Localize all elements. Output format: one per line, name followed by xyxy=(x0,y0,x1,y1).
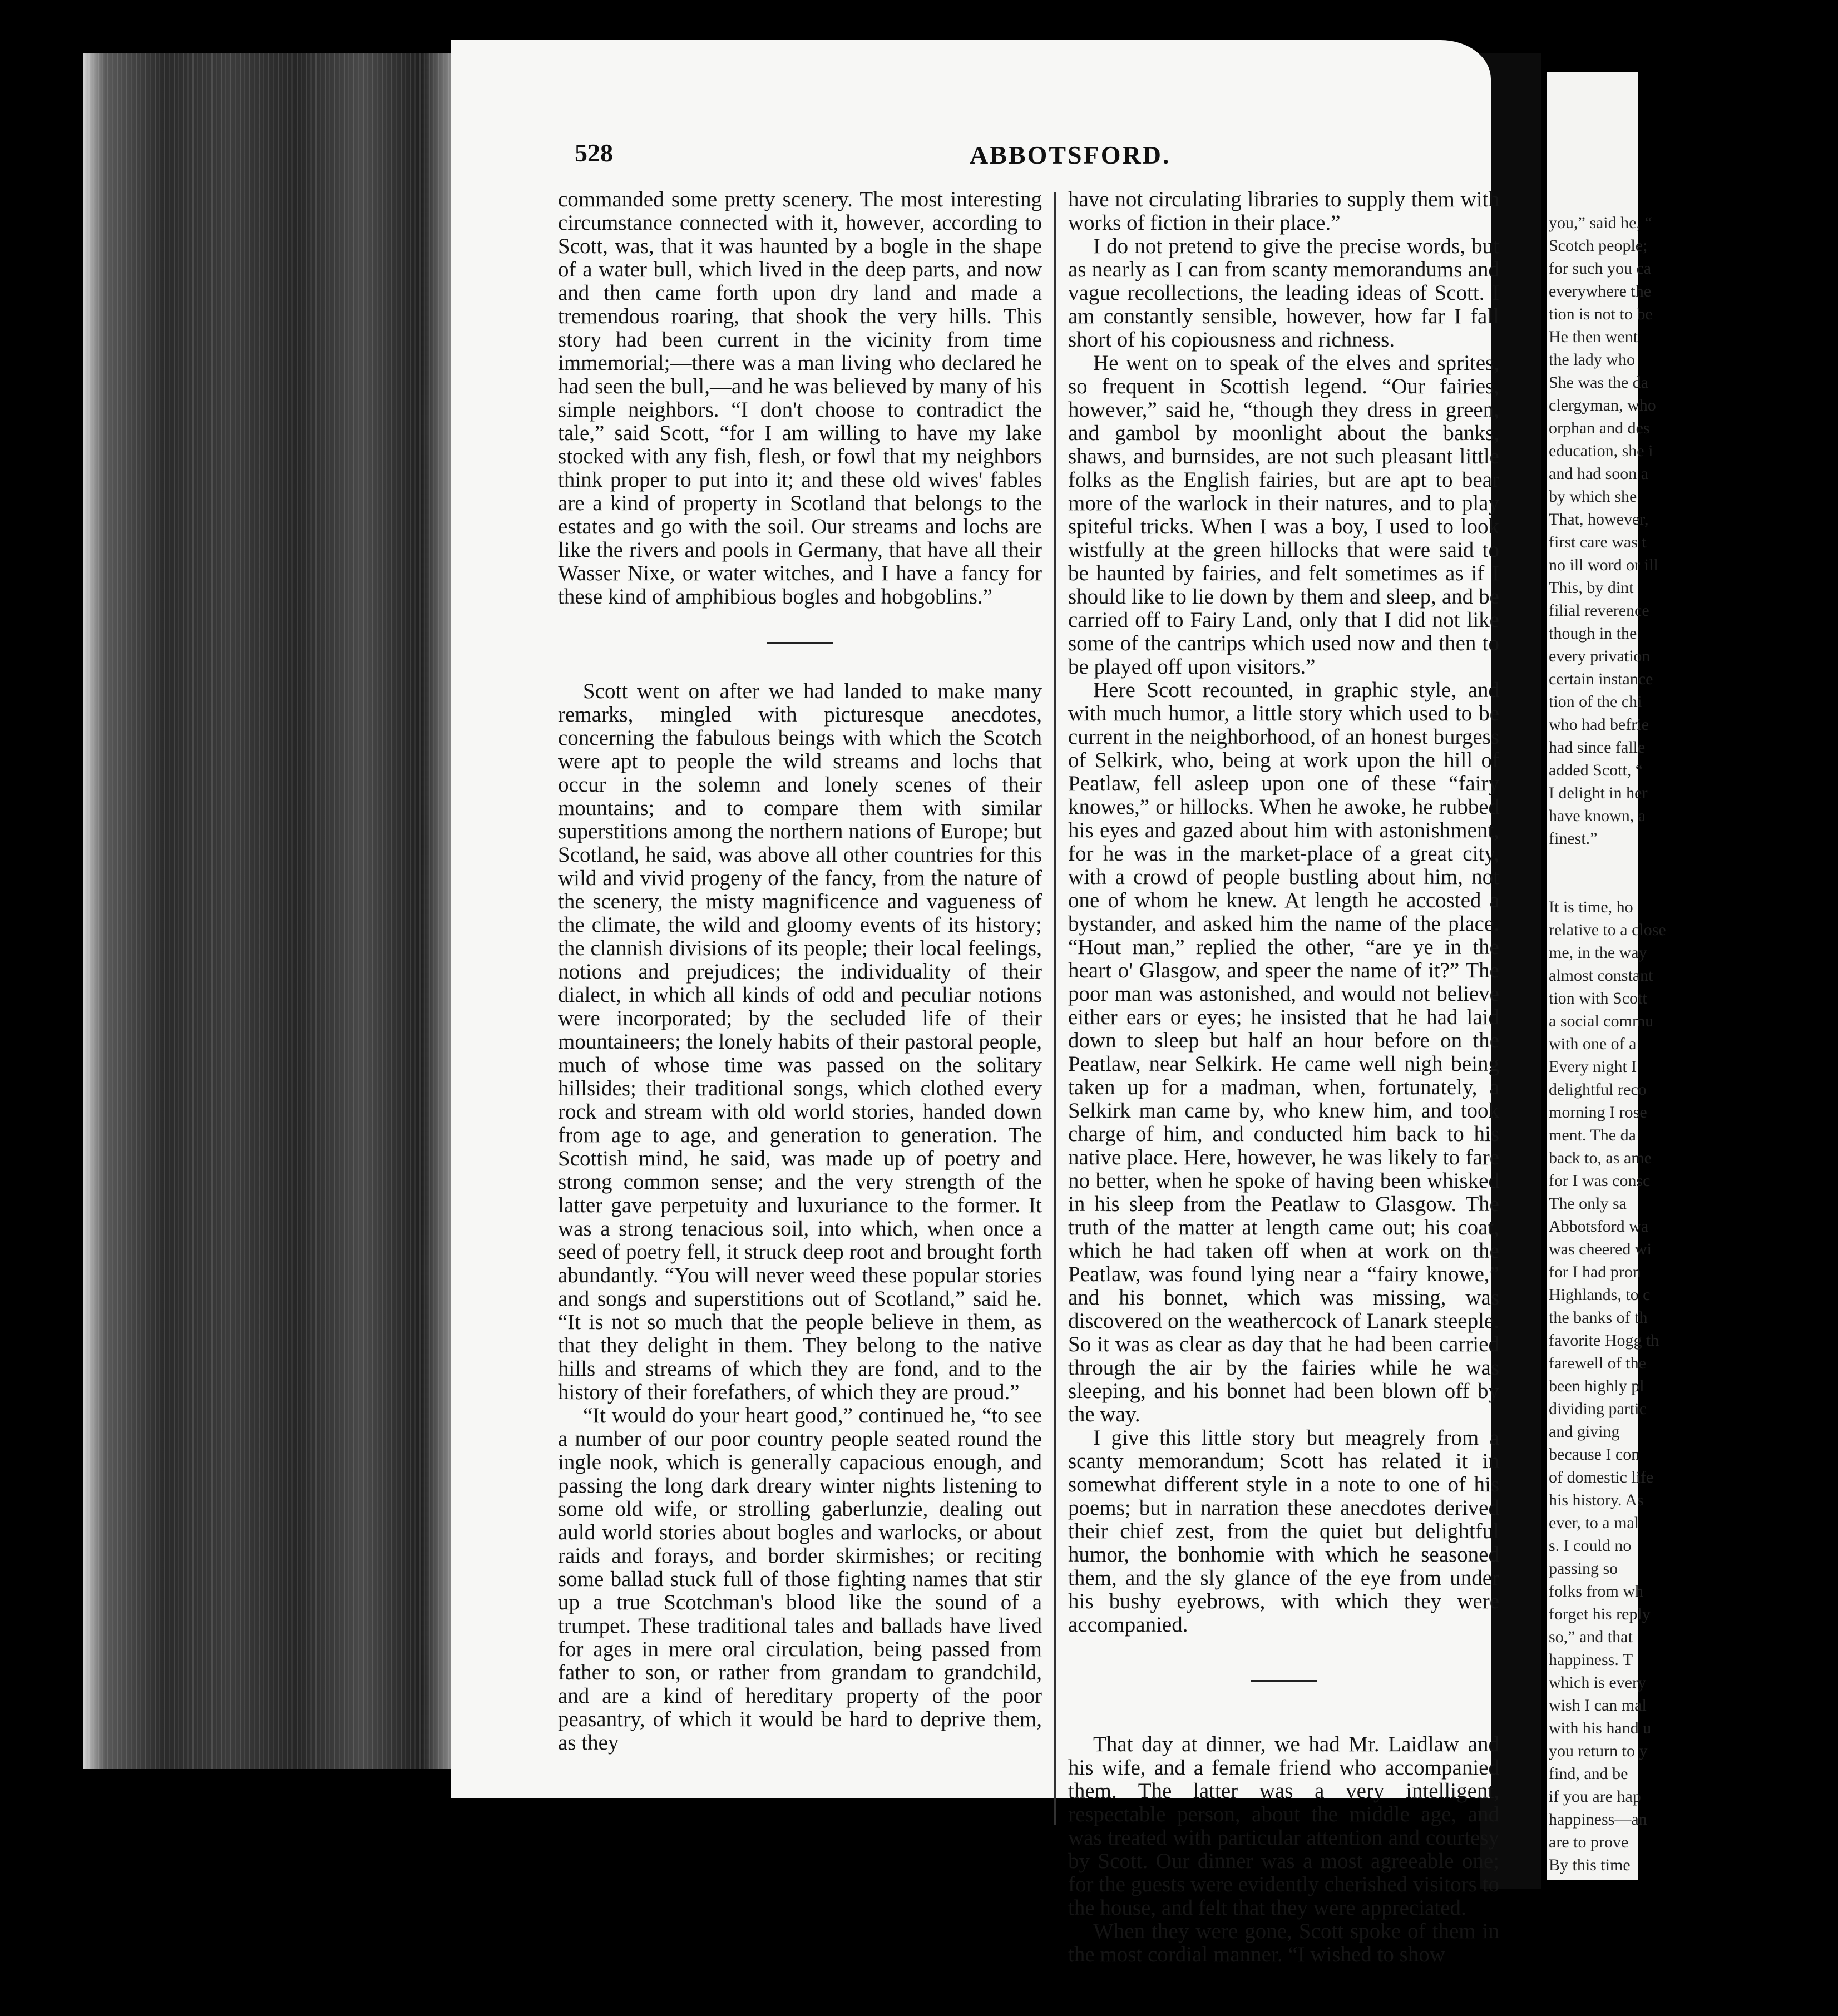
adjacent-page-line: was cheered wi xyxy=(1549,1240,1652,1258)
paragraph: Here Scott recounted, in graphic style, and with much humor, a little story which used to be current in the neighborhood, of an honest burgess of Selkirk, who, being at work upon the hill of Peatlaw, fell asleep upon one of these “fairy knowes,” or hillocks. When he awoke, he rubbed his eyes and gazed about him with astonishment, for he was in the market-place of a great city, with a crowd of people bustling about him, not one of whom he knew. At length he accosted a bystander, and asked him the name of the place. “Hout man,” replied the other, “are ye in the heart o' Glasgow, and speer the name of it?” The poor man was astonished, and would not believe either ears or eyes; he insisted that he had laid down to sleep but half an hour before on the Peatlaw, near Selkirk. He came well nigh being taken up for a madman, when, fortunately, a Selkirk man came by, who knew him, and took charge of him, and conducted him back to his native place. Here, however, he was likely to fare no better, when he spoke of having been whisked in his sleep from the Peatlaw to Glasgow. The truth of the matter at length came out; his coat, which he had taken off when at work on the Peatlaw, was found lying near a “fairy knowe,” and his bonnet, which was missing, was discovered on the weathercock of Lanark steeple. So it was as clear as day that he had been carried through the air by the fairies while he was sleeping, and his bonnet had been blown off by the way. xyxy=(1068,678,1499,1426)
adjacent-page-line: ment. The da xyxy=(1549,1126,1636,1144)
adjacent-page-line: wish I can mal xyxy=(1549,1696,1647,1714)
adjacent-page-line: passing so xyxy=(1549,1559,1618,1578)
adjacent-page-line: The only sa xyxy=(1549,1194,1627,1213)
section-divider xyxy=(767,642,833,644)
adjacent-page-line: are to prove xyxy=(1549,1833,1629,1851)
right-column xyxy=(1068,188,1499,1966)
adjacent-page-line: clergyman, who xyxy=(1549,396,1656,414)
adjacent-page-line: She was the da xyxy=(1549,373,1649,392)
adjacent-page-line: orphan and des xyxy=(1549,419,1650,437)
adjacent-page-line: though in the xyxy=(1549,624,1637,643)
adjacent-page-line: first care was t xyxy=(1549,533,1647,551)
adjacent-page-line: for I had pron xyxy=(1549,1263,1641,1281)
adjacent-page-line: find, and be xyxy=(1549,1765,1628,1783)
adjacent-page-line: tion is not to be xyxy=(1549,305,1653,323)
adjacent-page-line: certain instance xyxy=(1549,670,1653,688)
adjacent-page-line: almost constant xyxy=(1549,966,1653,985)
adjacent-page-line: Scotch people; xyxy=(1549,236,1648,255)
adjacent-page-line: have known, a xyxy=(1549,807,1646,825)
adjacent-page-line: had since falle xyxy=(1549,738,1646,757)
paragraph: Scott went on after we had landed to make many remarks, mingled with picturesque anecdotes, concerning the fabulous beings with which the Scotch were apt to people the wild streams and lochs that occur in the solemn and lonely scenes of their mountains; and to compare them with similar superstitions among the northern nations of Europe; but Scotland, he said, was above all other countries for this wild and vivid progeny of the fancy, from the nature of the scenery, the misty magnificence and vagueness of the climate, the wild and gloomy events of its history; the clannish divisions of its people; their local feelings, notions and prejudices; the individuality of their dialect, in which all kinds of odd and peculiar notions were incorporated; by the secluded life of their mountaineers; the lonely habits of their pastoral people, much of whose time was passed on the solitary hillsides; their traditional songs, which clothed every rock and stream with old world stories, handed down from age to age, and generation to generation. The Scottish mind, he said, was made up of poetry and strong common sense; and the very strength of the latter gave perpetuity and luxuriance to the former. It was a strong tenacious soil, into which, when once a seed of poetry fell, it struck deep root and brought forth abundantly. “You will never weed these popular stories and songs and superstitions out of Scotland,” said he. “It is not so much that the people believe in them, as that they delight in them. They belong to the native hills and streams of which they are fond, and to the history of their forefathers, of which they are proud.” xyxy=(558,679,1042,1404)
paragraph: commanded some pretty scenery. The most interesting circumstance connected with it, however, according to Scott, was, that it was haunted by a bogle in the shape of a water bull, which lived in the deep parts, and now and then came forth upon dry land and made a tremendous roaring, that shook the very hills. This story had been current in the vicinity from time immemorial;—there was a man living who declared he had seen the bull,—and he was believed by many of his simple neighbors. “I don't choose to contradict the tale,” said Scott, “for I am willing to have my lake stocked with any fish, flesh, or fowl that my neighbors think proper to put into it; and these old wives' fables are a kind of property in Scotland that belongs to the estates and go with the soil. Our streams and lochs are like the rivers and pools in Germany, that have all their Wasser Nixe, or water witches, and I have a fancy for these kind of amphibious bogles and hobgoblins.” xyxy=(558,187,1042,609)
adjacent-page-line: I delight in her xyxy=(1549,784,1648,802)
adjacent-page-line: tion with Scott xyxy=(1549,989,1647,1007)
adjacent-page-line: with his hand u xyxy=(1549,1719,1652,1737)
adjacent-page-line: because I con xyxy=(1549,1445,1640,1464)
adjacent-page-line: This, by dint xyxy=(1549,579,1634,597)
paragraph: I give this little story but meagrely from a scanty memorandum; Scott has related it in somewhat different style in a note to one of his poems; but in narration these anecdotes derived their chief zest, from the quiet but delightful humor, the bonhomie with which he seasoned them, and the sly glance of the eye from under his bushy eyebrows, with which they were accompanied. xyxy=(1068,1426,1499,1637)
paragraph: I do not pretend to give the precise words, but as nearly as I can from scanty memorandums and vague recollections, the leading ideas of Scott. I am constantly sensible, however, how far I fall short of his copiousness and richness. xyxy=(1068,234,1499,352)
adjacent-page-line: every privation xyxy=(1549,647,1651,665)
adjacent-page-line: That, however, xyxy=(1549,510,1649,528)
adjacent-page-line: added Scott, “ xyxy=(1549,761,1643,779)
adjacent-page-line: you return to y xyxy=(1549,1742,1648,1760)
adjacent-page-line: the banks of th xyxy=(1549,1308,1648,1327)
adjacent-page-line: by which she xyxy=(1549,487,1637,506)
adjacent-page-line: happiness. T xyxy=(1549,1651,1633,1669)
paragraph: When they were gone, Scott spoke of them in the most cordial manner. “I wished to show xyxy=(1068,1919,1499,1966)
adjacent-page-line: happiness—an xyxy=(1549,1810,1647,1829)
adjacent-page-line: everywhere the xyxy=(1549,282,1652,300)
column-rule xyxy=(1054,192,1056,1825)
adjacent-page-line: of domestic life xyxy=(1549,1468,1654,1486)
adjacent-page-line: you,” said he, “ xyxy=(1549,214,1652,232)
running-head xyxy=(0,138,1638,171)
adjacent-page-line: delightful reco xyxy=(1549,1080,1647,1099)
adjacent-page-line: Highlands, to c xyxy=(1549,1286,1651,1304)
adjacent-page-line: It is time, ho xyxy=(1549,898,1633,916)
adjacent-page-line: which is every xyxy=(1549,1673,1646,1692)
page-number: 528 xyxy=(575,139,613,167)
adjacent-page-line: finest.” xyxy=(1549,829,1598,848)
adjacent-page-line: and had soon a xyxy=(1549,465,1649,483)
adjacent-page-line: s. I could no xyxy=(1549,1536,1632,1555)
adjacent-page-line: He then went xyxy=(1549,328,1638,346)
paragraph: have not circulating libraries to supply them with works of fiction in their place.” xyxy=(1068,187,1499,235)
left-column xyxy=(558,188,1042,1755)
adjacent-page-line: ever, to a mal xyxy=(1549,1514,1639,1532)
adjacent-page-line: morning I rose xyxy=(1549,1103,1647,1121)
adjacent-page-line: who had befrie xyxy=(1549,715,1649,734)
adjacent-page-line: so,” and that xyxy=(1549,1628,1633,1646)
adjacent-page-line: and giving xyxy=(1549,1422,1620,1441)
adjacent-page-line: relative to a close xyxy=(1549,921,1666,939)
adjacent-page-line: filial reverence xyxy=(1549,601,1649,620)
adjacent-page-line: forget his reply xyxy=(1549,1605,1651,1623)
section-divider xyxy=(1251,1680,1317,1682)
adjacent-page-text xyxy=(1549,211,1838,1876)
adjacent-page-line: By this time xyxy=(1549,1856,1631,1874)
adjacent-page-line: me, in the way xyxy=(1549,943,1647,962)
adjacent-page-line: if you are hap xyxy=(1549,1787,1641,1806)
adjacent-page-line: the lady who xyxy=(1549,350,1635,369)
adjacent-page-line: farewell of the xyxy=(1549,1354,1646,1372)
adjacent-page-line: with one of a xyxy=(1549,1035,1637,1053)
adjacent-page-line: back to, as ame xyxy=(1549,1149,1652,1167)
adjacent-page-line: a social commu xyxy=(1549,1012,1654,1030)
adjacent-page-line: dividing partic xyxy=(1549,1400,1647,1418)
adjacent-page-line: folks from wh xyxy=(1549,1582,1643,1600)
adjacent-page-line: Abbotsford wa xyxy=(1549,1217,1649,1236)
adjacent-page-line xyxy=(1549,873,1838,896)
adjacent-page-line: Every night I xyxy=(1549,1058,1637,1076)
adjacent-page-line: his history. As xyxy=(1549,1491,1644,1509)
book-page-edges xyxy=(83,53,451,1769)
adjacent-page-line: favorite Hogg th xyxy=(1549,1331,1659,1350)
adjacent-page-line: education, she i xyxy=(1549,442,1653,460)
page-title: ABBOTSFORD. xyxy=(970,141,1171,169)
adjacent-page-line xyxy=(1549,850,1838,873)
adjacent-page-line: for I was consc xyxy=(1549,1172,1651,1190)
paragraph: “It would do your heart good,” continued he, “to see a number of our poor country people seated round the ingle nook, which is generally capacious enough, and passing the long dark dreary winter nights listening to some old wife, or strolling gaberlunzie, dealing out auld world stories about bogles and warlocks, or about raids and forays, and border skirmishes; or reciting some ballad stuck full of those fighting names that stir up a true Scotchman's blood like the sound of a trumpet. These traditional tales and ballads have lived for ages in mere oral circulation, being passed from father to son, or rather from grandam to grandchild, and are a kind of hereditary property of the poor peasantry, of which it would be hard to deprive them, as they xyxy=(558,1404,1042,1755)
adjacent-page-line: been highly pl xyxy=(1549,1377,1644,1395)
adjacent-page-line: tion of the chi xyxy=(1549,693,1642,711)
paragraph: He went on to speak of the elves and sprites, so frequent in Scottish legend. “Our fairies, however,” said he, “though they dress in green, and gambol by moonlight about the banks, shaws, and burnsides, are not such pleasant little folks as the English fairies, but are apt to bear more of the warlock in their natures, and to play spiteful tricks. When I was a boy, I used to look wistfully at the green hillocks that were said to be haunted by fairies, and felt sometimes as if I should like to lie down by them and sleep, and be carried off to Fairy Land, only that I did not like some of the cantrips which used now and then to be played off upon visitors.” xyxy=(1068,351,1499,679)
adjacent-page-line: for such you ca xyxy=(1549,259,1652,278)
adjacent-page xyxy=(1547,72,1666,1880)
paragraph: That day at dinner, we had Mr. Laidlaw and his wife, and a female friend who accompanied them. The latter was a very intelligent, respectable person, about the middle age, and was treated with particular attention and courtesy by Scott. Our dinner was a most agreeable one; for the guests were evidently cherished visitors to the house, and felt that they were appreciated. xyxy=(1068,1732,1499,1920)
adjacent-page-line: no ill word or ill xyxy=(1549,556,1658,574)
